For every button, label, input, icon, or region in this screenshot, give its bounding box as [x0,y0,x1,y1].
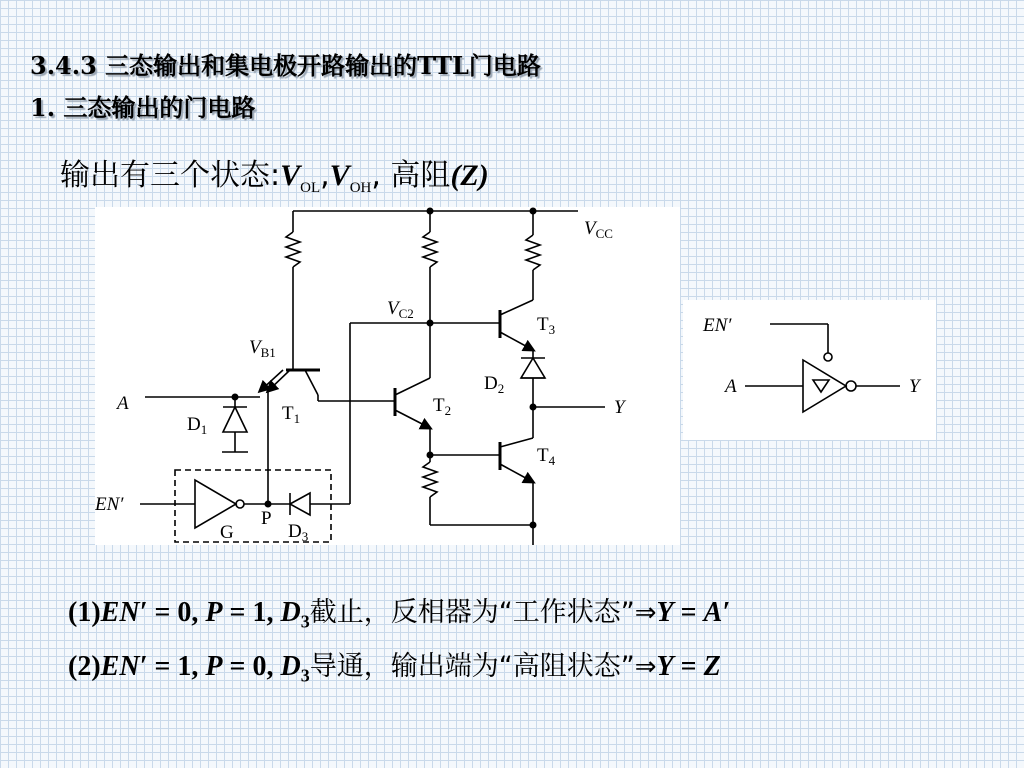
equation-1 [68,590,730,633]
d1-label: $D_1$ [187,414,208,437]
voh-symbol: V [329,159,350,192]
input-a-label: A [117,393,129,414]
eq1-p-value: = 1, [222,597,281,628]
gate-symbol-svg [683,300,936,440]
voh-subscript: OH [349,180,372,196]
subsection-heading: 1. 三态输出的门电路 [30,93,256,122]
states-sep2: , 高阻 [371,158,451,193]
eq1-y: Y [656,597,674,628]
tristate-gate-symbol [683,300,936,440]
vb1-label: $V_{B1}$ [249,337,276,360]
eq2-arrow: ⇒ [634,652,657,681]
output-y-label: Y [614,397,625,418]
gate-g-label: G [220,522,234,543]
gate-en-label: EN′ [703,315,732,336]
eq2-p-value: = 0, [222,651,281,682]
t4-label: $T_4$ [537,445,556,468]
eq1-result: A′ [703,597,731,628]
eq2-en: EN′ [100,651,148,682]
equation-2 [68,644,721,687]
eq1-equals: = [673,597,704,628]
eq2-y: Y [656,651,674,682]
eq2-p: P [205,651,223,682]
en-input-label: EN′ [95,494,124,515]
eq2-result: Z [703,651,721,682]
high-z-symbol: (Z) [450,159,489,192]
eq2-text: 导通，输出端为“高阻状态” [309,651,635,682]
d3-label: $D_3$ [288,521,309,544]
gate-a-label: A [725,376,737,397]
states-sep1: , [320,158,330,193]
eq2-d: D [280,651,301,682]
vcc-label: $V_{CC}$ [584,218,613,241]
output-states-line [60,150,489,197]
d2-label: $D_2$ [484,373,505,396]
eq1-en: EN′ [100,597,148,628]
section-heading: 3.4.3 三态输出和集电极开路输出的TTL门电路 [30,51,541,80]
eq2-number: (2) [68,651,101,682]
t2-label: $T_2$ [433,395,452,418]
vc2-label: $V_{C2}$ [387,298,414,321]
eq2-en-value: = 1, [147,651,206,682]
vol-symbol: V [280,159,301,192]
vol-subscript: OL [300,180,321,196]
circuit-schematic [95,207,680,545]
eq1-number: (1) [68,597,101,628]
tristate-circuit-diagram [95,207,680,545]
t3-label: $T_3$ [537,314,556,337]
states-prefix: 输出有三个状态: [60,158,281,193]
eq1-d-sub: 3 [300,611,310,632]
eq1-d: D [280,597,301,628]
node-p-label: P [261,508,272,529]
gate-y-label: Y [909,376,920,397]
t1-label: $T_1$ [282,403,301,426]
eq1-en-value: = 0, [147,597,206,628]
eq1-text: 截止，反相器为“工作状态” [309,597,635,628]
eq2-equals: = [673,651,704,682]
eq1-p: P [205,597,223,628]
eq1-arrow: ⇒ [634,598,657,627]
eq2-d-sub: 3 [300,665,310,686]
